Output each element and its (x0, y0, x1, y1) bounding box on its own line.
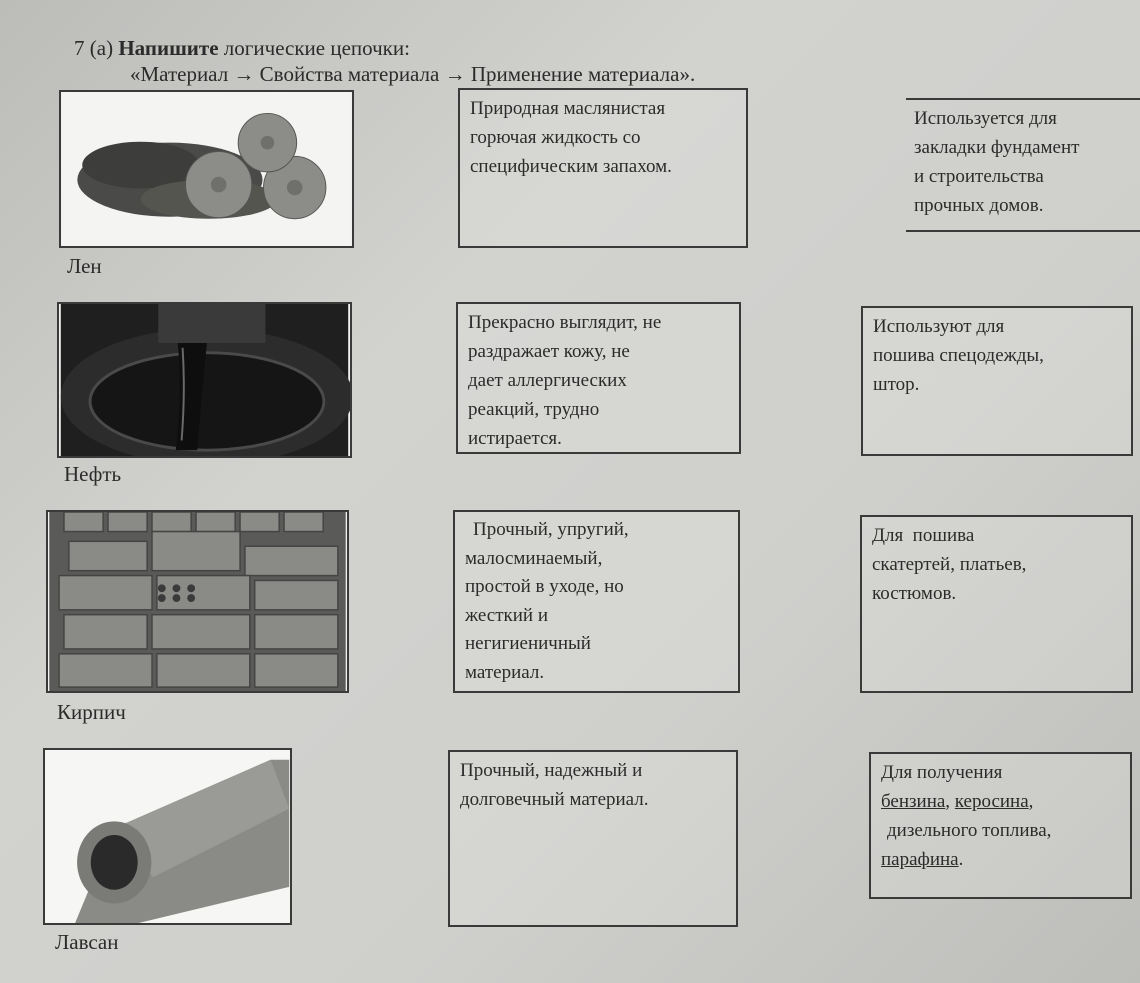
property-line: истирается. (468, 428, 562, 449)
application-line: скатертей, платьев, (872, 554, 1027, 575)
application-line: Для пошива (872, 525, 975, 546)
property-line: раздражает кожу, не (468, 341, 630, 362)
instruction-text: логические цепочки: (223, 36, 410, 60)
property-box-4 (448, 750, 738, 927)
instruction-bold: Напишите (118, 36, 219, 60)
flax-image (59, 90, 354, 248)
punctuation: . (958, 849, 964, 870)
application-line: пошива спецодежды, (873, 345, 1044, 366)
oil-image (57, 302, 352, 458)
property-line: дает аллергических (468, 370, 627, 391)
application-line: дизельного топлива, (887, 820, 1052, 841)
property-box-3 (453, 510, 740, 693)
material-label-oil: Нефть (64, 462, 122, 486)
application-line: Для получения (881, 762, 1003, 783)
application-box-3 (860, 515, 1133, 693)
application-line (881, 787, 1120, 816)
punctuation: , (1028, 791, 1034, 812)
underlined-word: бензина (881, 791, 946, 812)
brick-image (46, 510, 349, 693)
application-line: и строительства (914, 166, 1044, 187)
property-line: Прочный, упругий, (473, 519, 629, 540)
property-line: простой в уходе, но (465, 576, 624, 597)
property-line: малосминаемый, (465, 547, 603, 569)
property-line: Природная маслянистая (470, 98, 666, 119)
application-line (881, 845, 1120, 874)
application-line: Используют для (873, 316, 1005, 337)
application-box-1 (906, 98, 1140, 232)
property-line: горючая жидкость со (470, 127, 641, 148)
property-line: жесткий и (465, 604, 549, 626)
application-line: Используется для (914, 108, 1057, 129)
property-box-1 (458, 88, 748, 248)
underlined-word: керосина (954, 791, 1029, 812)
material-label-brick: Кирпич (57, 700, 126, 724)
property-line: долговечный материал. (460, 789, 649, 810)
task-number: 7 (а) (74, 36, 114, 60)
application-line: закладки фундамент (914, 137, 1080, 158)
material-label-flax: Лен (67, 254, 102, 278)
property-line: реакций, трудно (468, 399, 600, 420)
property-line: Прочный, надежный и (460, 760, 643, 781)
material-label-lavsan: Лавсан (55, 930, 119, 954)
application-box-2 (861, 306, 1133, 456)
application-line: прочных домов. (914, 195, 1044, 216)
property-line: специфическим запахом. (470, 156, 672, 177)
application-line: штор. (873, 374, 920, 395)
property-line: Прекрасно выглядит, не (468, 312, 662, 333)
property-box-2 (456, 302, 741, 454)
underlined-word: парафина (881, 849, 959, 870)
punctuation: , (945, 791, 955, 812)
application-line: костюмов. (872, 583, 957, 604)
lavsan-image (43, 748, 292, 925)
property-line: негигиеничный (465, 633, 591, 654)
chain-template: «Материал → Свойства материала → Применение материала». (130, 62, 696, 86)
task-title (74, 34, 410, 62)
property-line: материал. (465, 661, 545, 683)
application-box-4 (869, 752, 1132, 899)
